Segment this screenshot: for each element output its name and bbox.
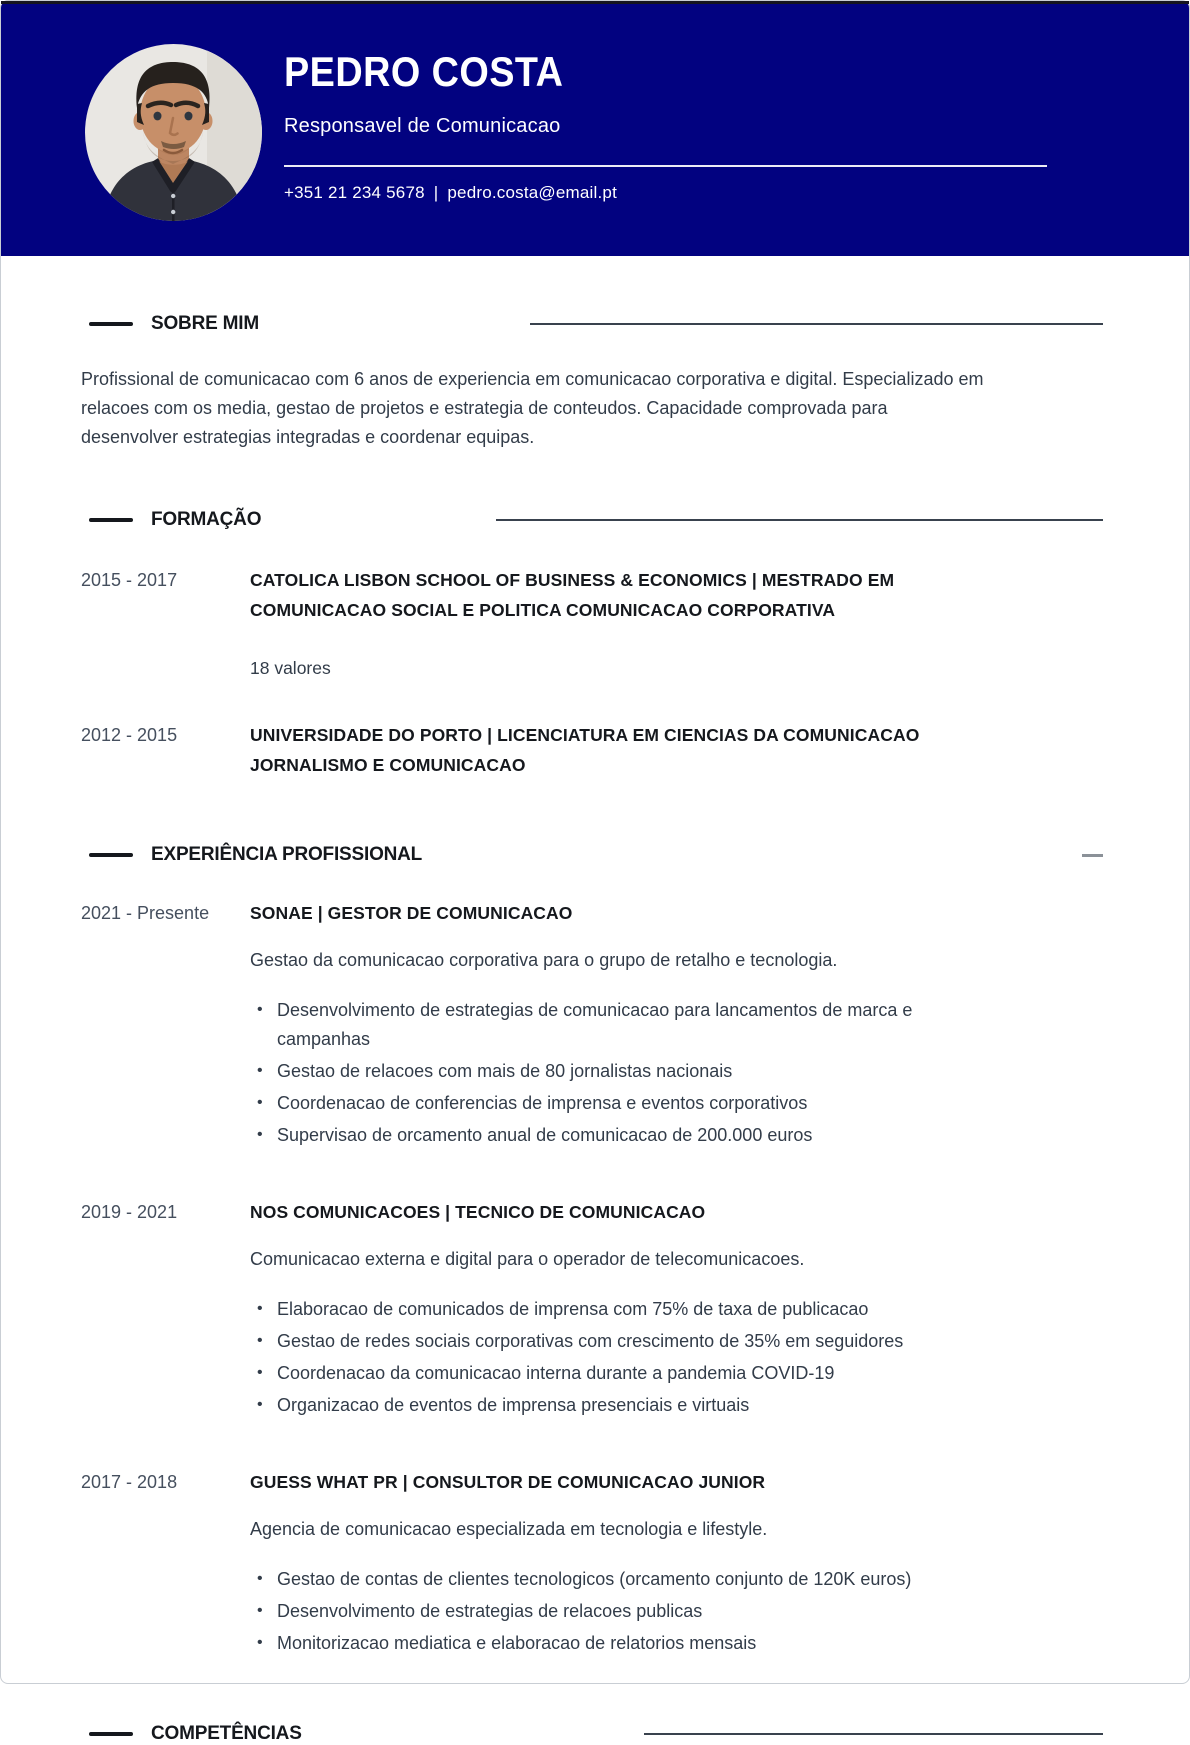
entry-dates: 2012 - 2015	[81, 725, 178, 745]
heading-dash-icon	[89, 853, 133, 857]
email-address: pedro.costa@email.pt	[447, 183, 618, 202]
phone-number: +351 21 234 5678	[284, 183, 425, 202]
experience-bullet-list	[250, 996, 1010, 1150]
section-about-header	[81, 313, 1103, 335]
heading-dash-icon	[89, 1732, 133, 1736]
education-entry-title: CATOLICA LISBON SCHOOL OF BUSINESS & ECONOMICS | MESTRADO EM COMUNICACAO SOCIAL E POLITICA COMUNICACAO CORPORATIVA	[250, 570, 895, 620]
section-rule	[496, 519, 1103, 521]
education-entry	[81, 565, 1103, 679]
experience-summary: Gestao da comunicacao corporativa para o grupo de retalho e tecnologia.	[250, 950, 838, 970]
section-skills	[81, 1723, 1103, 1745]
section-about-title: SOBRE MIM	[151, 313, 259, 334]
bullet-item: • Gestao de contas de clientes tecnologicos (orcamento conjunto de 120K euros)	[250, 1565, 1010, 1594]
cv-header	[1, 1, 1189, 256]
bullet-item: • Desenvolvimento de estrategias de comunicacao para lancamentos de marca e campanhas	[250, 996, 1010, 1054]
profile-photo	[85, 44, 262, 221]
contact-separator: |	[433, 183, 439, 202]
entry-content	[250, 1197, 1103, 1423]
experience-bullet-list	[250, 1295, 1010, 1420]
experience-summary: Comunicacao externa e digital para o operador de telecomunicacoes.	[250, 1249, 805, 1269]
section-experience	[81, 844, 1103, 1661]
bullet-item: • Coordenacao de conferencias de imprensa e eventos corporativos	[250, 1089, 1010, 1118]
entry-content	[250, 720, 1103, 780]
section-rule	[530, 323, 1103, 325]
education-grade: 18 valores	[250, 658, 331, 678]
section-experience-header	[81, 844, 1103, 866]
experience-bullet-list	[250, 1565, 1010, 1658]
entry-dates: 2017 - 2018	[81, 1472, 178, 1492]
experience-entry-title: GUESS WHAT PR | CONSULTOR DE COMUNICACAO JUNIOR	[250, 1472, 766, 1492]
experience-entry-title: NOS COMUNICACOES | TECNICO DE COMUNICACAO	[250, 1202, 706, 1222]
section-about	[81, 313, 1103, 452]
education-entry-title: UNIVERSIDADE DO PORTO | LICENCIATURA EM CIENCIAS DA COMUNICACAO JORNALISMO E COMUNICACAO	[250, 725, 920, 775]
bullet-item: • Organizacao de eventos de imprensa presenciais e virtuais	[250, 1391, 1010, 1420]
job-title: Responsavel de Comunicacao	[284, 115, 561, 137]
experience-summary: Agencia de comunicacao especializada em tecnologia e lifestyle.	[250, 1519, 768, 1539]
experience-entry	[81, 1197, 1103, 1423]
entry-content	[250, 898, 1103, 1153]
experience-entry	[81, 898, 1103, 1153]
name-heading: PEDRO COSTA	[284, 48, 564, 95]
section-experience-title: EXPERIÊNCIA PROFISSIONAL	[151, 844, 423, 865]
header-text-block	[284, 1, 1103, 203]
entry-dates: 2019 - 2021	[81, 1202, 178, 1222]
section-rule	[644, 1733, 1103, 1735]
entry-content	[250, 1467, 1103, 1661]
bullet-item: • Coordenacao da comunicacao interna durante a pandemia COVID-19	[250, 1359, 1010, 1388]
cv-body	[1, 313, 1189, 1745]
experience-entry	[81, 1467, 1103, 1661]
section-skills-title: COMPETÊNCIAS	[151, 1723, 302, 1744]
entry-content	[250, 565, 1103, 679]
section-skills-header	[81, 1723, 1103, 1745]
heading-dash-icon	[89, 322, 133, 326]
bullet-item: • Gestao de relacoes com mais de 80 jornalistas nacionais	[250, 1057, 1010, 1086]
section-education	[81, 509, 1103, 780]
bullet-item: • Monitorizacao mediatica e elaboracao de relatorios mensais	[250, 1629, 1010, 1658]
section-rule-collapsed	[1082, 854, 1103, 857]
contact-line	[284, 183, 1103, 203]
entry-dates: 2015 - 2017	[81, 570, 178, 590]
education-entry	[81, 720, 1103, 780]
bullet-item: • Elaboracao de comunicados de imprensa com 75% de taxa de publicacao	[250, 1295, 1010, 1324]
avatar-illustration	[85, 44, 262, 221]
bullet-item: • Desenvolvimento de estrategias de relacoes publicas	[250, 1597, 1010, 1626]
bullet-item: • Gestao de redes sociais corporativas com crescimento de 35% em seguidores	[250, 1327, 1010, 1356]
section-education-header	[81, 509, 1103, 531]
header-divider	[284, 165, 1047, 167]
entry-dates: 2021 - Presente	[81, 903, 210, 923]
heading-dash-icon	[89, 518, 133, 522]
experience-entry-title: SONAE | GESTOR DE COMUNICACAO	[250, 903, 573, 923]
section-education-title: FORMAÇÃO	[151, 509, 262, 530]
about-paragraph: Profissional de comunicacao com 6 anos de experiencia em comunicacao corporativa e digital. Especializado em relacoes com os media, gestao de projetos e estrategia de conteudos. Capacidade comprovada para desenvolver estrategias integradas e coordenar equipas.	[81, 369, 984, 447]
bullet-item: • Supervisao de orcamento anual de comunicacao de 200.000 euros	[250, 1121, 1010, 1150]
